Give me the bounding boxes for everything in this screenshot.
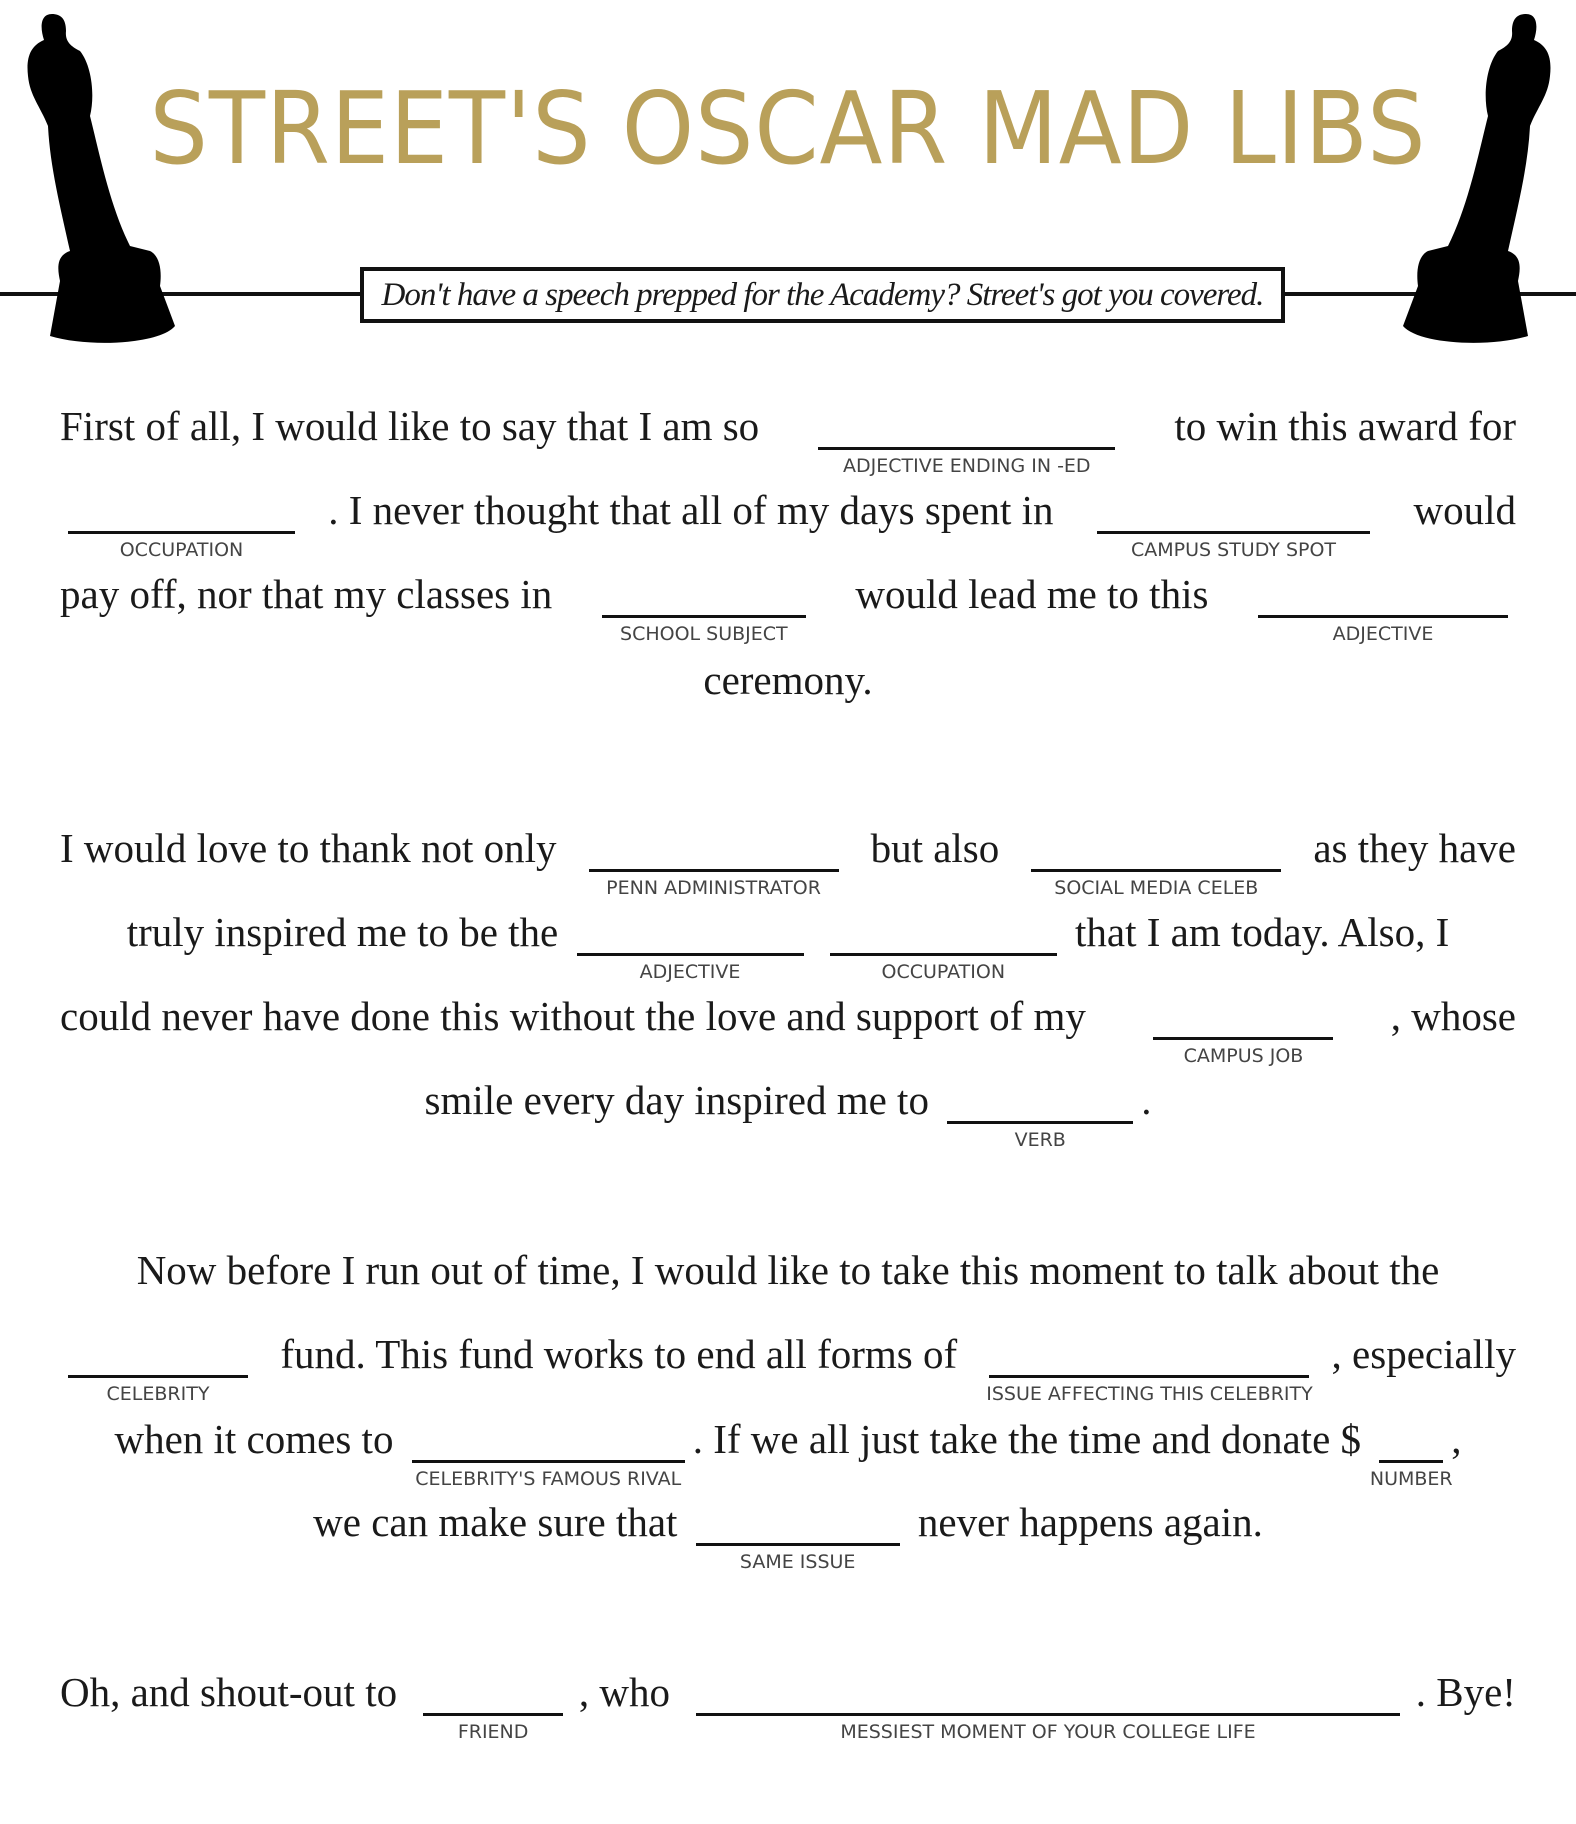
speech-text: would bbox=[1403, 487, 1516, 533]
blank-field[interactable] bbox=[1369, 1420, 1453, 1490]
blank-field-label: CAMPUS STUDY SPOT bbox=[1131, 539, 1337, 561]
speech-line bbox=[60, 654, 1516, 704]
blank-field-label: ISSUE AFFECTING THIS CELEBRITY bbox=[986, 1383, 1313, 1405]
speech-text: as they have bbox=[1303, 825, 1516, 871]
blank-field[interactable] bbox=[818, 407, 1115, 477]
page-title: STREET'S OSCAR MAD LIBS bbox=[149, 70, 1427, 187]
blank-field[interactable] bbox=[696, 1503, 900, 1573]
speech-text: to win this award for bbox=[1164, 403, 1516, 449]
speech-line bbox=[60, 1328, 1516, 1405]
speech-text: First of all, I would like to say that I am so bbox=[60, 403, 770, 449]
speech-text: Now before I run out of time, I would like to take this moment to talk about the bbox=[136, 1247, 1440, 1293]
speech-text: we can make sure that bbox=[313, 1499, 688, 1545]
blank-field-label: CELEBRITY'S FAMOUS RIVAL bbox=[415, 1468, 682, 1490]
blank-field-label: SCHOOL SUBJECT bbox=[620, 623, 788, 645]
blank-field[interactable] bbox=[986, 1335, 1313, 1405]
speech-text: Oh, and shout-out to bbox=[60, 1669, 408, 1715]
speech-text bbox=[812, 908, 822, 956]
blank-field[interactable] bbox=[1097, 491, 1370, 561]
blank-field-label: FRIEND bbox=[457, 1721, 529, 1743]
speech-text: . Bye! bbox=[1415, 1669, 1516, 1715]
speech-text: fund. This fund works to end all forms of bbox=[270, 1331, 968, 1377]
speech-text: never happens again. bbox=[907, 1499, 1263, 1545]
speech-line bbox=[60, 568, 1516, 645]
blank-field-label: MESSIEST MOMENT OF YOUR COLLEGE LIFE bbox=[840, 1721, 1256, 1743]
speech-text: ceremony. bbox=[703, 657, 873, 703]
speech-text: , especially bbox=[1331, 1331, 1516, 1377]
speech-line bbox=[60, 400, 1516, 477]
speech-text: truly inspired me to be the bbox=[126, 909, 569, 955]
speech-line bbox=[60, 1666, 1516, 1743]
speech-line bbox=[60, 484, 1516, 561]
speech-line bbox=[60, 1496, 1516, 1573]
speech-text: . I never thought that all of my days spent in bbox=[328, 487, 1064, 533]
speech-text: . If we all just take the time and donate $ bbox=[692, 1416, 1372, 1462]
blank-field-label: SOCIAL MEDIA CELEB bbox=[1054, 877, 1259, 899]
blank-field-label: OCCUPATION bbox=[881, 961, 1006, 983]
blank-field[interactable] bbox=[1258, 575, 1508, 645]
blank-field[interactable] bbox=[696, 1673, 1400, 1743]
speech-line bbox=[60, 990, 1516, 1067]
blank-field[interactable] bbox=[1031, 829, 1281, 899]
blank-field[interactable] bbox=[1153, 997, 1333, 1067]
speech-text: that I am today. Also, I bbox=[1064, 909, 1450, 955]
blank-field-label: ADJECTIVE bbox=[639, 961, 741, 983]
subtitle-box: Don't have a speech prepped for the Academy? Street's got you covered. bbox=[360, 267, 1285, 323]
blank-field-label: OCCUPATION bbox=[119, 539, 244, 561]
blank-field[interactable] bbox=[589, 829, 839, 899]
blank-field-label: NUMBER bbox=[1369, 1468, 1453, 1490]
speech-text: could never have done this without the love and support of my bbox=[60, 993, 1097, 1039]
blank-field[interactable] bbox=[947, 1081, 1133, 1151]
blank-field[interactable] bbox=[602, 575, 806, 645]
speech-text: , whose bbox=[1390, 993, 1516, 1039]
speech-text: when it comes to bbox=[114, 1416, 404, 1462]
speech-text: I would love to thank not only bbox=[60, 825, 567, 871]
oscar-statue-icon bbox=[1398, 6, 1568, 346]
blank-field-label: CELEBRITY bbox=[106, 1383, 210, 1405]
oscar-statue-icon bbox=[10, 6, 180, 346]
speech-text: . bbox=[1141, 1077, 1152, 1123]
blank-field[interactable] bbox=[68, 491, 295, 561]
blank-field[interactable] bbox=[830, 913, 1057, 983]
blank-field-label: SAME ISSUE bbox=[739, 1551, 856, 1573]
speech-text: smile every day inspired me to bbox=[424, 1077, 940, 1123]
blank-field-label: PENN ADMINISTRATOR bbox=[606, 877, 821, 899]
blank-field[interactable] bbox=[68, 1335, 248, 1405]
blank-field[interactable] bbox=[423, 1673, 563, 1743]
speech-text: , bbox=[1451, 1416, 1462, 1462]
blank-field-label: VERB bbox=[1014, 1129, 1066, 1151]
blank-field-label: CAMPUS JOB bbox=[1183, 1045, 1304, 1067]
blank-field[interactable] bbox=[577, 913, 804, 983]
speech-line bbox=[60, 906, 1516, 983]
speech-line bbox=[60, 1074, 1516, 1151]
speech-text: pay off, nor that my classes in bbox=[60, 571, 563, 617]
blank-field-label: ADJECTIVE bbox=[1332, 623, 1434, 645]
blank-field[interactable] bbox=[412, 1420, 685, 1490]
speech-line bbox=[60, 822, 1516, 899]
speech-line bbox=[60, 1413, 1516, 1490]
speech-text: would lead me to this bbox=[845, 571, 1219, 617]
blank-field-label: ADJECTIVE ENDING IN -ED bbox=[843, 455, 1091, 477]
speech-line bbox=[60, 1244, 1516, 1294]
speech-text: , who bbox=[578, 1669, 681, 1715]
speech-text: but also bbox=[860, 825, 1010, 871]
